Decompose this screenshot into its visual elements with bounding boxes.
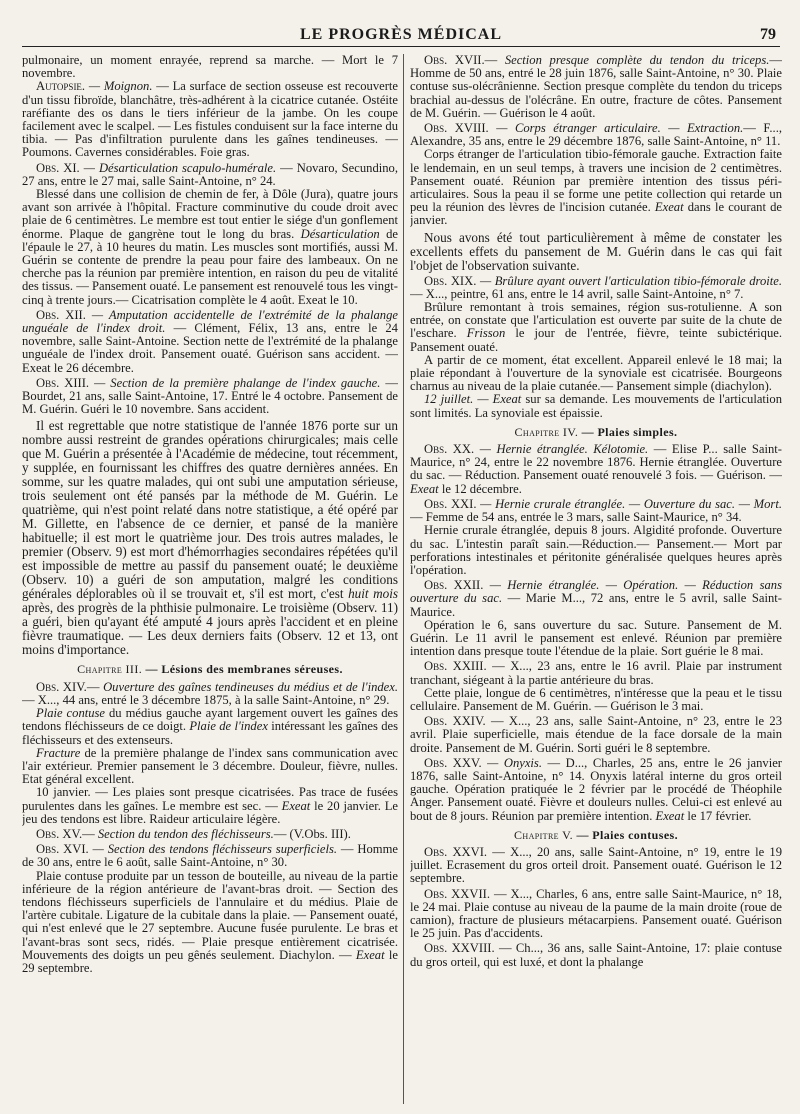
observation-16: Obs. XVI. — Section des tendons fléchisseurs superficiels. — Homme de 30 ans, entre le 6 août, salle Saint-Antoine, n° 30. (22, 842, 398, 870)
observation-12: Obs. XII. — Amputation accidentelle de l'extrémité de la phalange unguéale de l'index droit. — Clément, Félix, 13 ans, entre le 24 novembre, salle Saint-Antoine. Section nette de l'extrémité de la phalange unguéale de l'index droit. Pansement ouaté. Guérison sans accident. — Exeat le 26 décembre. (22, 307, 398, 375)
autopsy-paragraph: Autopsie. — Moignon. — La surface de section osseuse est recouverte d'un tissu fibroïde, blanchâtre, très-adhérent à la cicatrice cutanée. Ostéite raréfiante des os dans le tiers inférieur de la jambe. On les coupe facilement avec le scalpel. — Les fistules conduisent sur la face interne du tibia. — Pas d'infiltration purulente dans les gaînes tendineuses. — Poumons. Cavernes considérables. Foie gras. (22, 79, 398, 160)
observation-19-body: Brûlure remontant à trois semaines, région sus-rotulienne. A son entrée, on constate que l'articulation est ouverte par suite de la chute de l'eschare. Frisson le jour de l'entrée, fièvre, teinte subictérique. Pansement ouaté. (410, 300, 782, 354)
commentary-paragraph: Il est regrettable que notre statistique de l'année 1876 porte sur un nombre aussi restreint de grandes opérations chirurgicales; mais celle que M. Guérin a présentée à l'Académie de médecine, tout récemment, y supplée, en fournissant les chiffres des quatre dernières années. En somme, sur les quatre malades, qui ont subi une amputation sérieuse, trois seulement ont été pansés par la méthode de M. Guérin. Le quatrième, qui n'est point relaté dans notre statistique, a été opéré par M. Gillette, en l'absence de ce dernier, et pansé de la manière habituelle; il est mort le quatrième jour. Des trois autres malades, le premier (Observ. 9) est mort d'hémorrhagies secondaires répétées qu'il est impossible de mettre au passif du pansement ouaté; le deuxième (Observ. 10) a guéri de son amputation, malgré les conditions générales déplorables où il se trouvait et, s'il est mort, c'est huit mois après, des progrès de la phthisie pulmonaire. Le troisième (Observ. 11) a guéri, bien qu'ayant été amputé 4 jours après l'accident et en pleine fièvre traumatique. — Les deux derniers faits (Observ. 12 et 13, ont moins d'importance. (22, 418, 398, 658)
observation-14: Obs. XIV.— Ouverture des gaînes tendineuses du médius et de l'index. — X..., 44 ans, entré le 3 décembre 1875, à la salle Saint-Antoine, n° 29. (22, 679, 398, 707)
left-column (22, 54, 398, 1104)
observation-23: Obs. XXIII. — X..., 23 ans, entre le 16 avril. Plaie par instrument tranchant, siégeant à la partie antérieure du bras. (410, 659, 782, 687)
observation-21-body: Hernie crurale étranglée, depuis 8 jours. Algidité profonde. Ouverture du sac. L'intestin paraît sain.—Réduction.— Pansement.— Mort par perforations intestinales et péritonite généralisée quelques heures après l'opération. (410, 523, 782, 577)
observation-19-body: 12 juillet. — Exeat sur sa demande. Les mouvements de l'articulation sont limités. La synoviale est épaissie. (410, 392, 782, 420)
observation-18-body: Corps étranger de l'articulation tibio-fémorale gauche. Extraction faite le lendemain, en un seul temps, à travers une incision de 2 centimètres. Pansement ouaté. Réunion par première intention des tissus péri-articulaires. Sous la peau il se forme une petite collection qui retarde un peu la réunion des lèvres de l'incision cutanée. Exeat dans le courant de janvier. (410, 147, 782, 228)
observation-15: Obs. XV.— Section du tendon des fléchisseurs.— (V.Obs. III). (36, 826, 351, 841)
observation-18: Obs. XVIII. — Corps étranger articulaire. — Extraction.— F..., Alexandre, 35 ans, entre le 29 décembre 1876, salle Saint-Antoine, n° 11. (410, 121, 782, 149)
observation-13: Obs. XIII. — Section de la première phalange de l'index gauche. —Bourdet, 21 ans, salle Saint-Antoine, 17. Entré le 4 octobre. Pansement de M. Guérin. Guéri le 10 novembre. Sans accident. (22, 375, 398, 417)
observation-11: Obs. XI. — Désarticulation scapulo-humérale. — Novaro, Secundino, 27 ans, entre le 27 mai, salle Saint-Antoine, n° 24. (22, 160, 398, 188)
observation-23-body: Cette plaie, longue de 6 centimètres, n'intéresse que la peau et le tissu cellulaire. Pansement de M. Guérin. — Guérison le 3 mai. (410, 685, 782, 713)
chapter-heading: Chapitre III. — Lésions des membranes séreuses. (77, 662, 343, 677)
observation-24: Obs. XXIV. — X..., 23 ans, salle Saint-Antoine, n° 23, entre le 23 avril. Plaie superficielle, mais étendue de la face dorsale de la main droite. Pansement de M. Guérin. Sorti guéri le 8 septembre. (410, 714, 782, 755)
chapter-heading: Chapitre IV. — Plaies simples. (514, 424, 678, 439)
observation-17: Obs. XVII.— Section presque complète du tendon du triceps.— Homme de 50 ans, entré le 28 juin 1876, salle Saint-Antoine, n° 30. Plaie contuse sus-olécrânienne. Section presque complète du tendon du triceps brachial au-dessus de l'olécrâne. En outre, fracture de côtes. Pansement de M. Guérin. — Guérison le 4 août. (410, 54, 782, 120)
chapter-heading: Chapitre V. — Plaies contuses. (513, 827, 679, 842)
observation-25: Obs. XXV. — Onyxis. — D..., Charles, 25 ans, entre le 26 janvier 1876, salle Saint-Antoine, n° 14. Onyxis latéral interne du gros orteil gauche. Opération pratiquée le 2 février par le procédé de Théophile Anger. Pansement ouaté. Fièvre et douleurs nulles. Celui-ci est enlevé au bout de 8 jours. Réunion par première intention. Exeat le 17 février. (410, 755, 782, 823)
observation-16-body: Plaie contuse produite par un tesson de bouteille, au niveau de la partie inférieure de la région antérieure de l'avant-bras droit. — Section des tendons fléchisseurs superficiels de l'annulaire et du médius. Plaie de l'artère cubitale. Ligature de la cubitale dans la plaie. — Pansement ouaté, qui n'est enlevé que le 27 septembre. Aucune fusée purulente. Le bras et l'avant-bras sont secs, ridés. — Plaie presque entièrement cicatrisée. Mouvements des doigts un peu gênés seulement. Diachylon. — Exeat le 29 septembre. (22, 868, 398, 975)
page-number: 79 (760, 26, 776, 43)
column-divider (403, 54, 404, 1104)
observation-14-body: Plaie contuse du médius gauche ayant largement ouvert les gaînes des tendons fléchisseurs de ce doigt. Plaie de l'index intéressant les gaînes des fléchisseurs et des extenseurs. (22, 706, 398, 747)
observation-14-body: Fracture de la première phalange de l'index sans communication avec l'air extérieur. Premier pansement le 3 décembre. Douleur, fièvre, nulles. Etat général excellent. (22, 745, 398, 787)
observation-22-body: Opération le 6, sans ouverture du sac. Suture. Pansement de M. Guérin. Le 11 avril le pansement est enlevé. Réunion par première intention dans presque toute l'étendue de la plaie. Sort guérie le 8 mai. (410, 617, 782, 659)
observation-19: Obs. XIX. — Brûlure ayant ouvert l'articulation tibio-fémorale droite. — X..., peintre, 61 ans, entre le 14 avril, salle Saint-Antoine, n° 7. (410, 273, 782, 301)
right-column (410, 54, 782, 1104)
observation-28: Obs. XXVIII. — Ch..., 36 ans, salle Saint-Antoine, 17: plaie contuse du gros orteil, qui est luxé, et dont la phalange (410, 941, 782, 969)
observation-21: Obs. XXI. — Hernie crurale étranglée. — Ouverture du sac. — Mort. — Femme de 54 ans, entrée le 3 mars, salle Saint-Maurice, n° 34. (410, 496, 782, 525)
observation-22: Obs. XXII. — Hernie étranglée. — Opération. — Réduction sans ouverture du sac. — Marie M..., 72 ans, entre le 5 avril, salle Saint-Maurice. (410, 578, 782, 619)
running-title: LE PROGRÈS MÉDICAL (299, 26, 503, 43)
observation-11-body: Blessé dans une collision de chemin de fer, à Dôle (Jura), quatre jours avant son arrivée à l'hôpital. Fracture comminutive du coude droit avec plaie de 6 centimètres. Le membre est tout entier le siége d'un gonflement énorme. Plaque de gangrène tout le long du bras. Désarticulation de l'épaule le 27, à 10 heures du matin. Les muscles sont mortifiés, aussi M. Guérin se contente de prendre la peau pour faire des lambeaux. On ne cherche pas la réunion par première intention, en raison du peu de vitalité des tissus. — Pansement ouaté. Le pansement est renouvelé tous les vingt-cinq à trente jours.— Cicatrisation complète le 4 août. Exeat le 10. (22, 187, 398, 307)
observation-19-body: A partir de ce moment, état excellent. Appareil enlevé le 18 mai; la plaie répondant à l'ouverture de la synoviale est cicatrisée. Bourgeons charnus au niveau de la plaie cutanée.— Pansement simple (diachylon). (410, 352, 782, 394)
commentary-paragraph: Nous avons été tout particulièrement à même de constater les excellents effets du pansement de M. Guérin dans le cas qui fait l'objet de l'observation suivante. (410, 229, 782, 273)
observation-27: Obs. XXVII. — X..., Charles, 6 ans, entre salle Saint-Maurice, n° 18, le 24 mai. Plaie contuse au niveau de la paume de la main droite (roue de camion), fracture de plusieurs métacarpiens. Pansement ouaté. Guérison le 25 juin. Pas d'accidents. (410, 886, 782, 941)
paragraph: pulmonaire, un moment enrayée, reprend sa marche. — Mort le 7 novembre. (22, 54, 398, 81)
observation-14-body: 10 janvier. — Les plaies sont presque cicatrisées. Pas trace de fusées purulentes dans les gaînes. Le membre est sec. — Exeat le 20 janvier. Le jeu des tendons est libre. Raideur articulaire légère. (22, 785, 398, 826)
observation-26: Obs. XXVI. — X..., 20 ans, salle Saint-Antoine, n° 19, entre le 19 juillet. Ecrasement du gros orteil droit. Pansement ouaté. Guérison le 12 septembre. (410, 844, 782, 886)
page-header (22, 24, 780, 47)
observation-20: Obs. XX. — Hernie étranglée. Kélotomie. — Elise P... salle Saint-Maurice, n° 24, entre le 22 novembre 1876. Hernie étranglée. Ouverture du sac. — Réduction. Pansement ouaté renouvelé 3 fois. — Guérison. — Exeat le 12 décembre. (410, 442, 782, 496)
